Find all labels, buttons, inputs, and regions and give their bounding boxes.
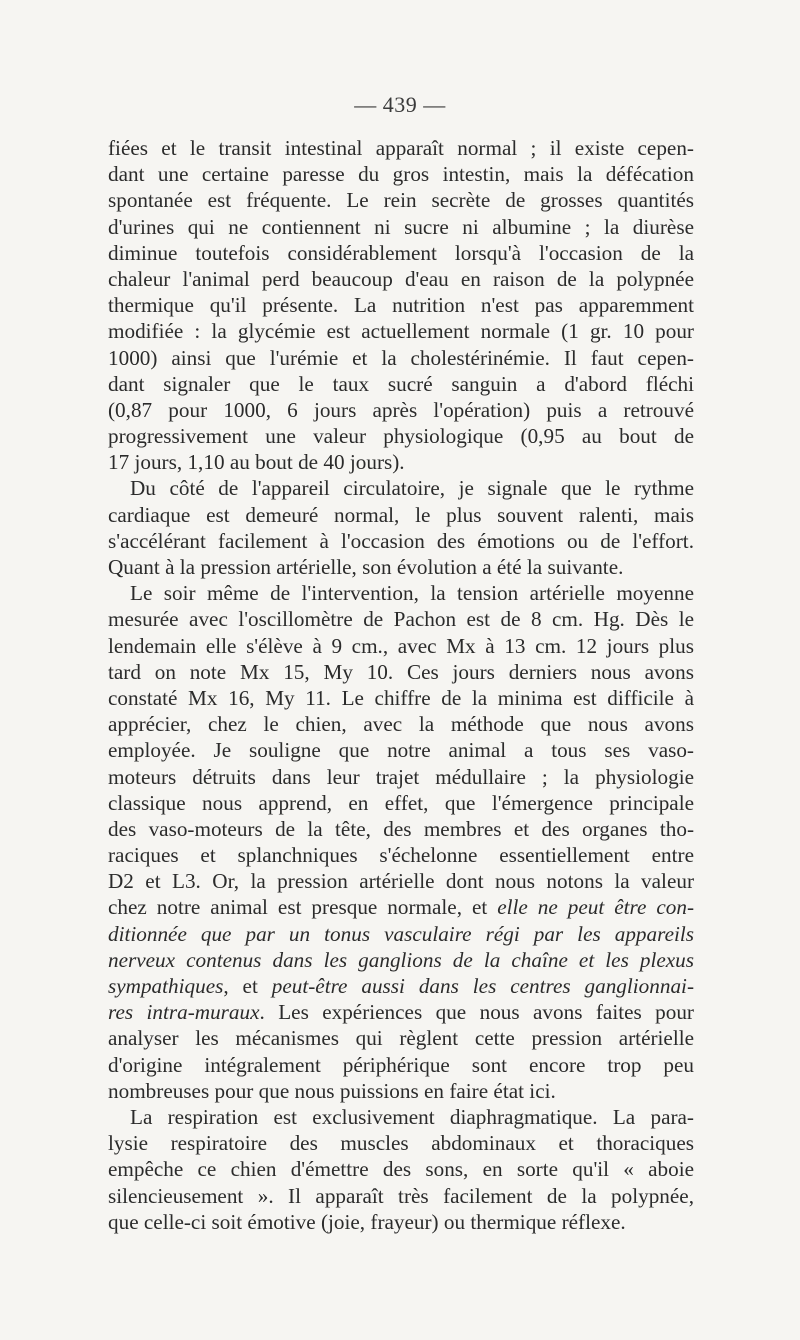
- text-line: apprécier, chez le chien, avec la méthode que nous avons: [108, 712, 694, 737]
- text-line: lendemain elle s'élève à 9 cm., avec Mx à 13 cm. 12 jours plus: [108, 633, 694, 658]
- paragraph: [108, 475, 694, 580]
- text-line: 17 jours, 1,10 au bout de 40 jours).: [108, 450, 405, 475]
- text-line: [108, 894, 694, 920]
- text-line: empêche ce chien d'émettre des sons, en sorte qu'il « aboie: [108, 1157, 694, 1182]
- italic-run: elle ne peut être con-: [497, 895, 694, 920]
- text-line: Le soir même de l'intervention, la tension artérielle moyenne: [130, 581, 694, 606]
- text-line: chaleur l'animal perd beaucoup d'eau en raison de la polypnée: [108, 266, 694, 291]
- text-line: nombreuses pour que nous puissions en faire état ici.: [108, 1078, 556, 1103]
- text-line: que celle-ci soit émotive (joie, frayeur) ou thermique réflexe.: [108, 1209, 626, 1234]
- italic-run: sympathiques: [108, 974, 224, 998]
- text-line: spontanée est fréquente. Le rein secrète de grosses quantités: [108, 188, 694, 213]
- text-line: [108, 973, 694, 999]
- text-line: dant une certaine paresse du gros intestin, mais la défécation: [108, 162, 694, 187]
- text-line: d'urines qui ne contiennent ni sucre ni albumine ; la diurèse: [108, 214, 694, 239]
- text-line: La respiration est exclusivement diaphragmatique. La para-: [130, 1104, 694, 1129]
- text-line: des vaso-moteurs de la tête, des membres et des organes tho-: [108, 816, 694, 841]
- text-line: mesurée avec l'oscillomètre de Pachon est de 8 cm. Hg. Dès le: [108, 607, 694, 632]
- text-line: Quant à la pression artérielle, son évolution a été la suivante.: [108, 555, 624, 579]
- text-line: cardiaque est demeuré normal, le plus souvent ralenti, mais: [108, 502, 694, 527]
- text-line: 1000) ainsi que l'urémie et la cholestérinémie. Il faut cepen-: [108, 345, 694, 370]
- italic-run: peut-être aussi dans les centres ganglionnai-: [271, 974, 694, 998]
- text-line: analyser les mécanismes qui règlent cette pression artérielle: [108, 1026, 694, 1051]
- text-line: fiées et le transit intestinal apparaît normal ; il existe cepen-: [108, 136, 694, 160]
- page-number: — 439 —: [354, 92, 446, 117]
- text-line: tard on note Mx 15, My 10. Ces jours derniers nous avons: [108, 659, 694, 684]
- text-line: silencieusement ». Il apparaît très facilement de la polypnée,: [108, 1183, 694, 1208]
- text-line: nerveux contenus dans les ganglions de la chaîne et les plexus: [108, 947, 694, 972]
- text-line: moteurs détruits dans leur trajet médullaire ; la physiologie: [108, 764, 694, 789]
- text-line: modifiée : la glycémie est actuellement normale (1 gr. 10 pour: [108, 319, 694, 344]
- text-line: D2 et L3. Or, la pression artérielle dont nous notons la valeur: [108, 869, 694, 894]
- italic-run: res intra-muraux: [108, 1000, 260, 1025]
- text-run: , et: [223, 974, 272, 998]
- text-line: (0,87 pour 1000, 6 jours après l'opération) puis a retrouvé: [108, 397, 694, 422]
- text-line: classique nous apprend, en effet, que l'émergence principale: [108, 790, 694, 815]
- text-line: [108, 999, 694, 1025]
- text-line: dant signaler que le taux sucré sanguin a d'abord fléchi: [108, 371, 694, 396]
- text-line: lysie respiratoire des muscles abdominaux et thoraciques: [108, 1131, 694, 1156]
- text-line: s'accélérant facilement à l'occasion des émotions ou de l'effort.: [108, 528, 694, 553]
- text-line: d'origine intégralement périphérique sont encore trop peu: [108, 1052, 694, 1077]
- text-line: thermique qu'il présente. La nutrition n'est pas apparemment: [108, 293, 694, 318]
- text-line: Du côté de l'appareil circulatoire, je signale que le rythme: [130, 476, 694, 501]
- paragraph: [108, 135, 694, 475]
- text-run: chez notre animal est presque normale, et: [108, 895, 498, 920]
- text-line: raciques et splanchniques s'échelonne essentiellement entre: [108, 843, 694, 868]
- text-line: constaté Mx 16, My 11. Le chiffre de la minima est difficile à: [108, 685, 694, 710]
- text-line: employée. Je souligne que notre animal a tous ses vaso-: [108, 738, 694, 763]
- text-line: progressivement une valeur physiologique (0,95 au bout de: [108, 424, 694, 449]
- text-line: ditionnée que par un tonus vasculaire régi par les appareils: [108, 921, 694, 946]
- paragraph: [108, 580, 694, 1104]
- text-line: diminue toutefois considérablement lorsqu'à l'occasion de la: [108, 240, 694, 265]
- paragraph: [108, 1104, 694, 1235]
- body-text: [108, 135, 694, 1235]
- text-run: . Les expériences que nous avons faites pour: [259, 1000, 694, 1025]
